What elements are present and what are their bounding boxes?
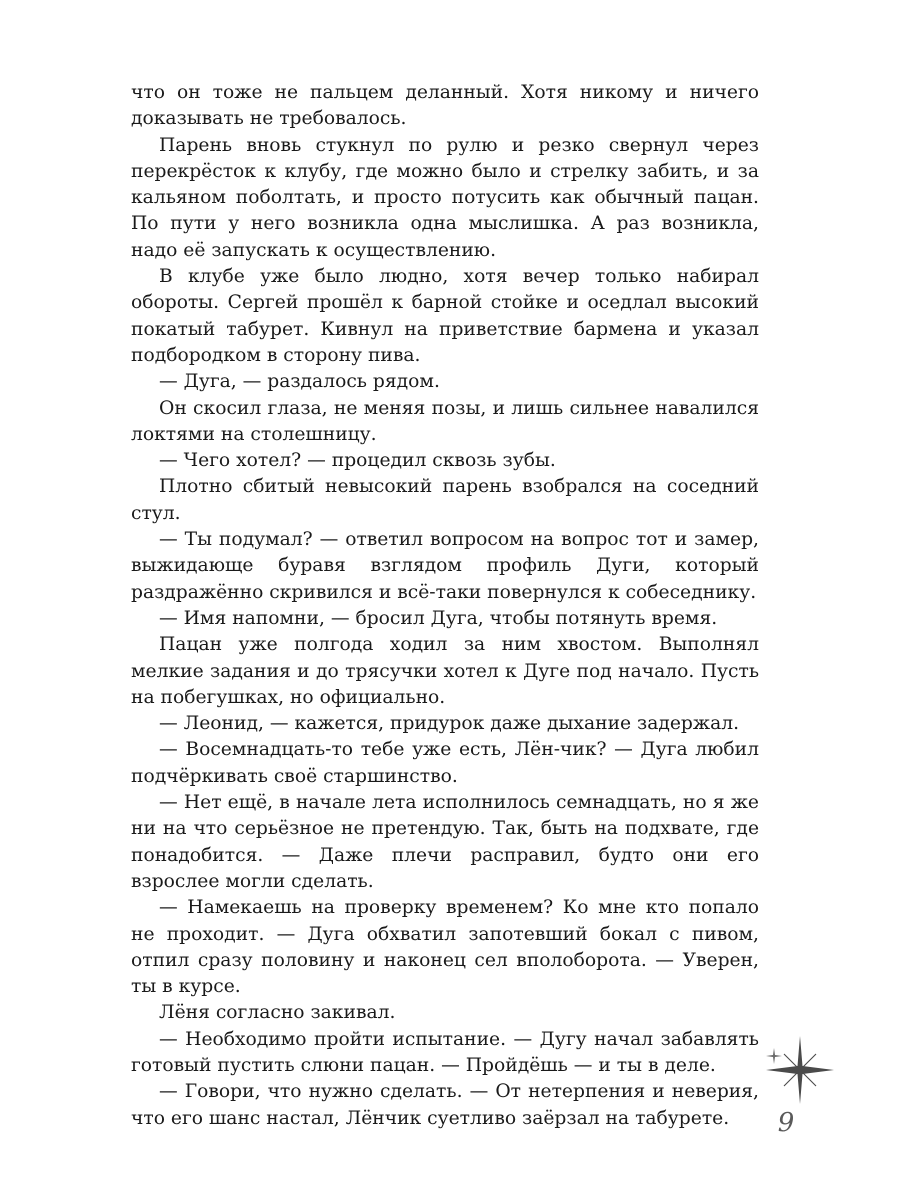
paragraph: — Чего хотел? — процедил сквозь зубы. bbox=[159, 450, 556, 472]
paragraph: — Ты подумал? — ответил вопросом на вопрос тот и замер, выжидающе буравя взглядом профиль Дуги, который раздражённо скривился и всё-таки повернулся к собеседнику. bbox=[131, 529, 759, 603]
paragraph: что он тоже не пальцем деланный. Хотя никому и ничего доказывать не требовалось. bbox=[131, 82, 759, 130]
paragraph: — Дуга, — раздалось рядом. bbox=[159, 371, 440, 393]
paragraph: Лёня согласно закивал. bbox=[159, 1002, 396, 1024]
body-text bbox=[131, 80, 759, 1132]
paragraph: — Говори, что нужно сделать. — От нетерпения и неверия, что его шанс настал, Лёнчик суетливо заёрзал на табурете. bbox=[131, 1081, 759, 1129]
paragraph: Плотно сбитый невысокий парень взобрался на соседний стул. bbox=[131, 476, 759, 524]
paragraph: Парень вновь стукнул по рулю и резко свернул через перекрёсток к клубу, где можно было и стрелку забить, и за кальяном поболтать, и просто потусить как обычный пацан. По пути у него возникла одна мыслишка. А раз возникла, надо её запускать к осуществлению. bbox=[131, 134, 759, 261]
paragraph: — Имя напомни, — бросил Дуга, чтобы потянуть время. bbox=[159, 607, 718, 629]
paragraph: В клубе уже было людно, хотя вечер только набирал обороты. Сергей прошёл к барной стойке и оседлал высокий покатый табурет. Кивнул на приветствие бармена и указал подбородком в сторону пива. bbox=[131, 266, 759, 366]
paragraph: — Нет ещё, в начале лета исполнилось семнадцать, но я же ни на что серьёзное не претендую. Так, быть на подхвате, где понадобится. — Даже плечи расправил, будто они его взрослее могли сделать. bbox=[131, 792, 759, 892]
paragraph: — Восемнадцать-то тебе уже есть, Лён-чик? — Дуга любил подчёркивать своё старшинство. bbox=[131, 739, 759, 787]
page-number: 9 bbox=[777, 1108, 795, 1138]
paragraph: Он скосил глаза, не меняя позы, и лишь сильнее навалился локтями на столешницу. bbox=[131, 397, 759, 445]
paragraph: — Намекаешь на проверку временем? Ко мне кто попало не проходит. — Дуга обхватил запотевший бокал с пивом, отпил сразу половину и наконец сел вполоборота. — Уверен, ты в курсе. bbox=[131, 897, 759, 998]
paragraph: — Необходимо пройти испытание. — Дугу начал забавлять готовый пустить слюни пацан. — Пройдёшь — и ты в деле. bbox=[131, 1028, 759, 1076]
sparkle-star-icon bbox=[758, 1030, 838, 1110]
paragraph: Пацан уже полгода ходил за ним хвостом. Выполнял мелкие задания и до трясучки хотел к Дуге под начало. Пусть на побегушках, но официально. bbox=[131, 634, 759, 708]
paragraph: — Леонид, — кажется, придурок даже дыхание задержал. bbox=[159, 713, 740, 735]
